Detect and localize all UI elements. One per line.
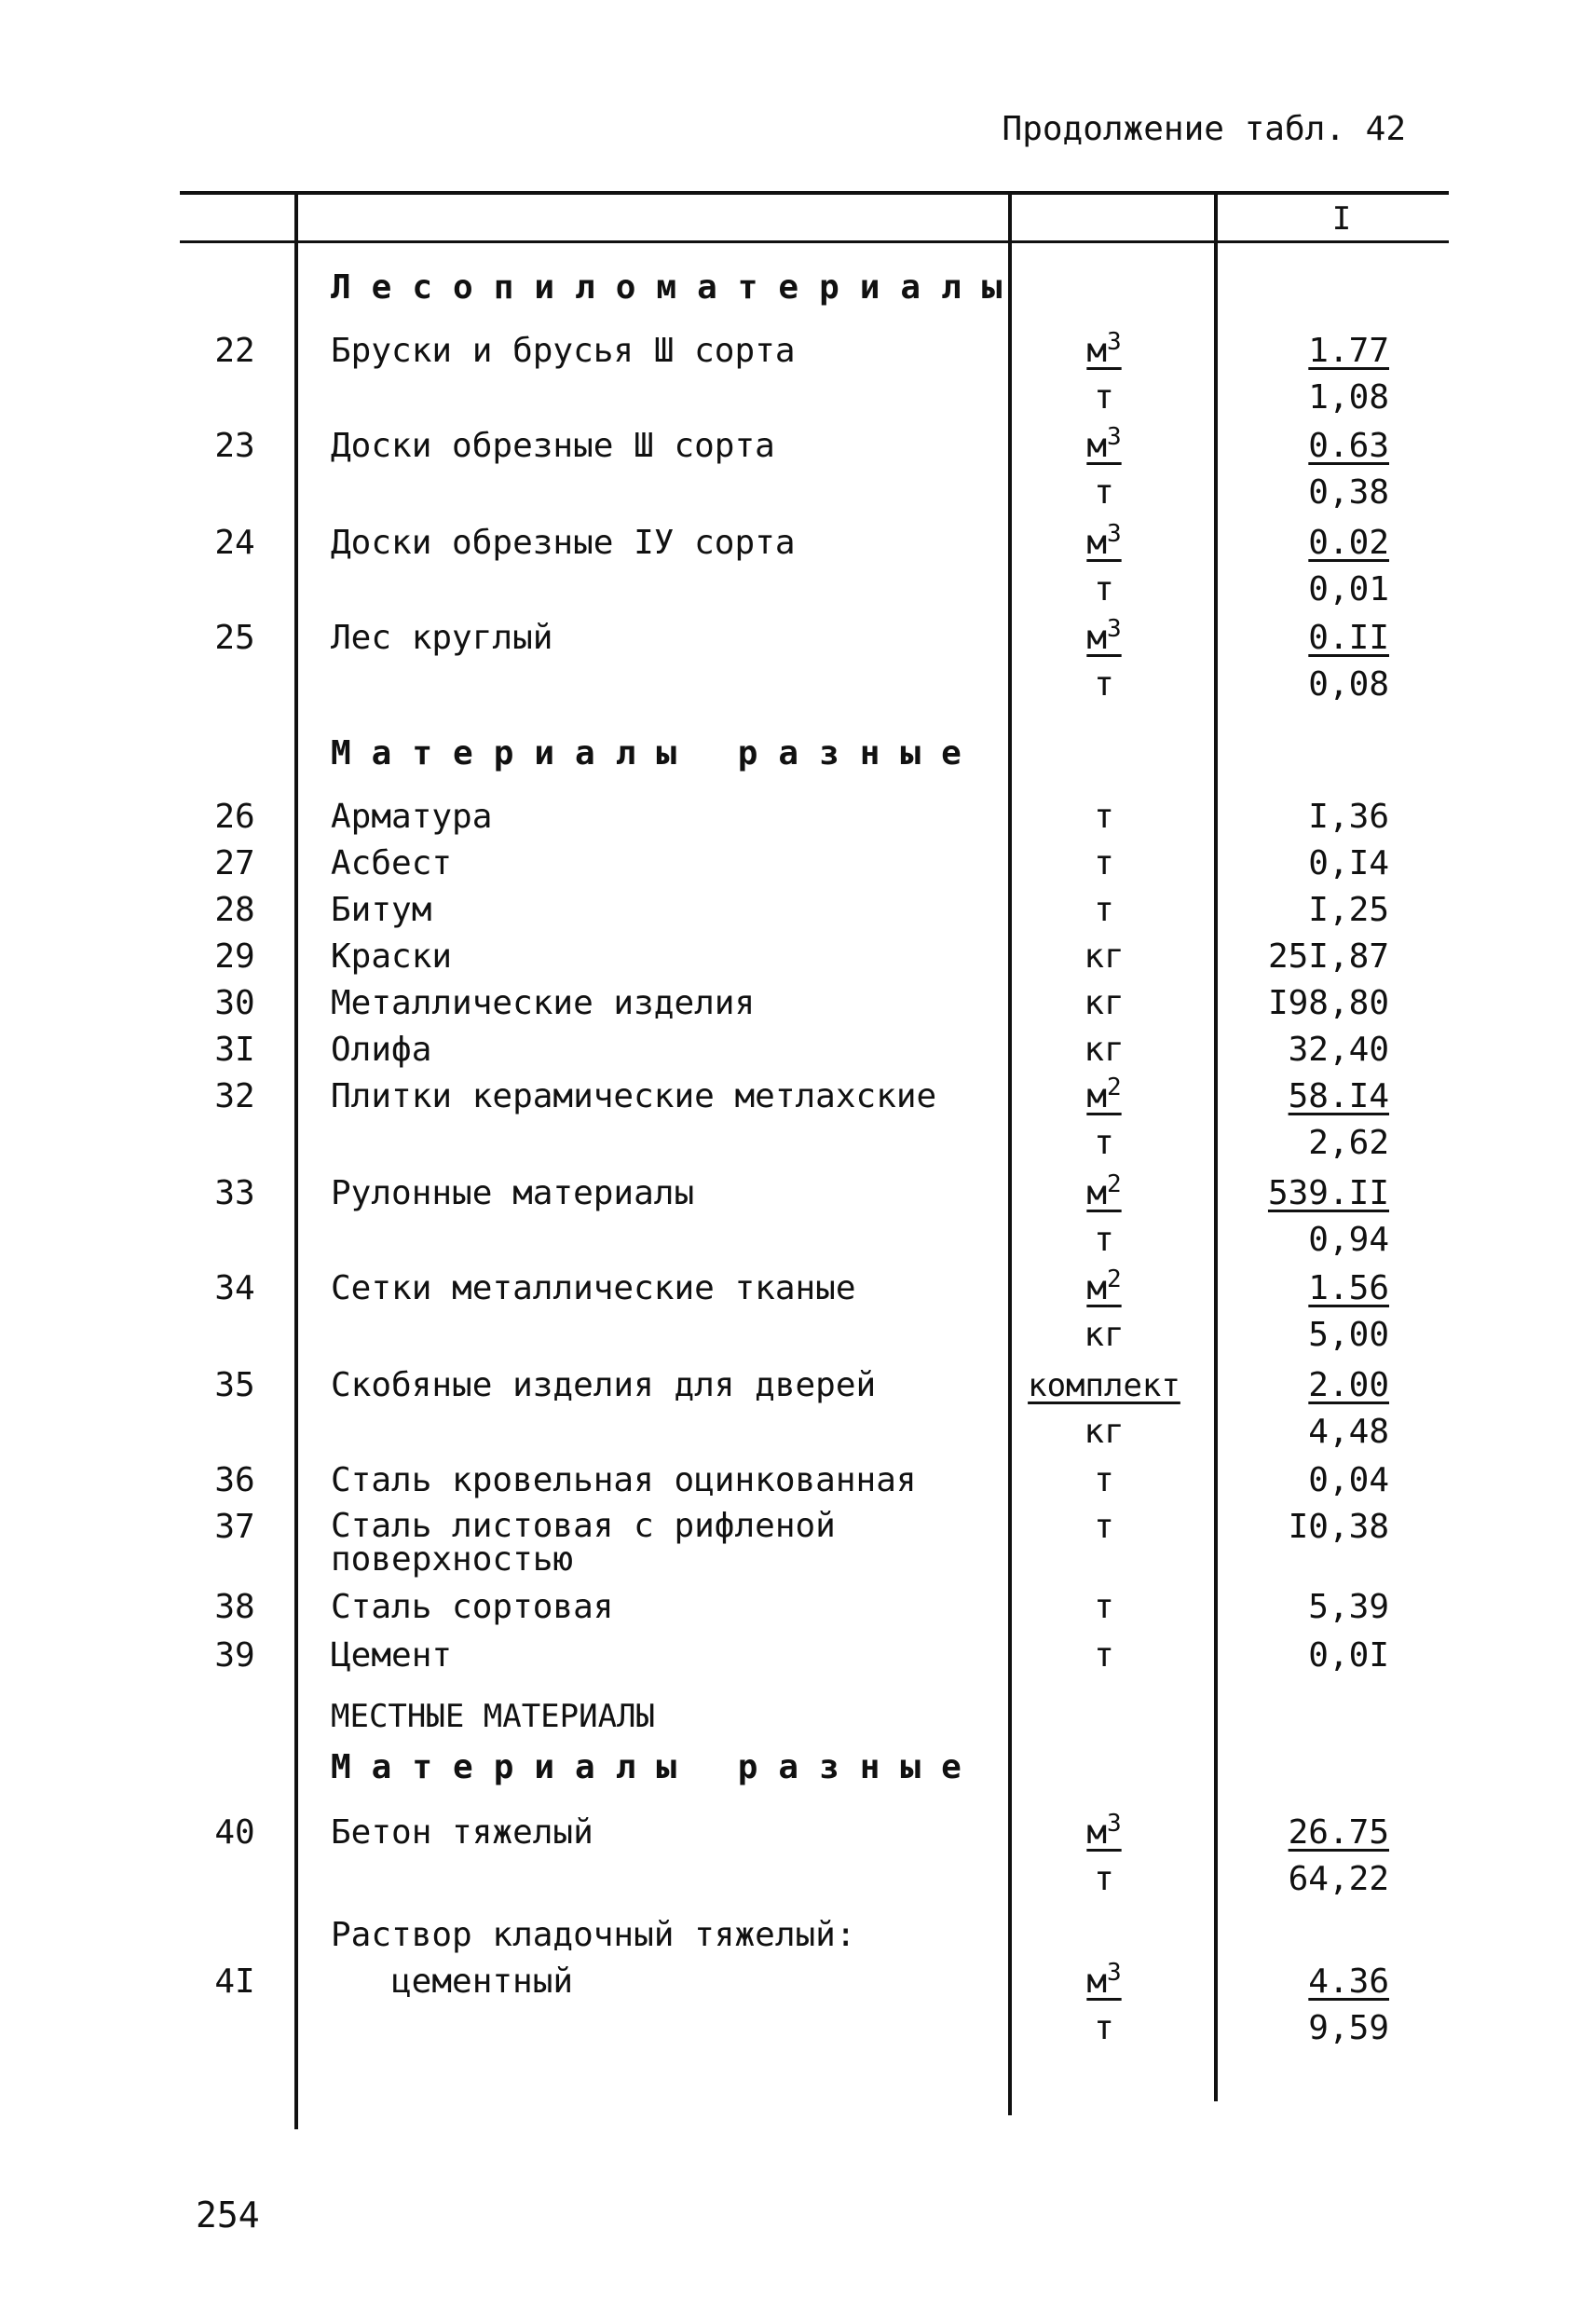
table-row-secondary [0,1409,1596,1456]
table-continuation-caption: Продолжение табл. 42 [1002,110,1406,148]
row-value-primary: 0.II [1308,619,1389,657]
table-row [0,1265,1596,1312]
column-header-1: I [1331,200,1352,238]
table-row-secondary [0,2005,1596,2052]
table-row [0,1584,1596,1631]
row-unit-secondary: кг [1084,1413,1125,1451]
page-number: 254 [196,2195,260,2236]
row-value-primary: 0.63 [1308,427,1389,465]
table-row [0,1073,1596,1120]
row-value-secondary: 64,22 [1288,1860,1389,1898]
row-number: 22 [214,332,255,370]
row-unit-primary: $м^3$ [1086,328,1122,370]
row-value-secondary: 0,94 [1308,1221,1389,1259]
row-value-secondary: 5,00 [1308,1316,1389,1354]
table-row [0,1959,1596,2005]
row-unit: кг [1084,1031,1125,1069]
row-name: Асбест [331,844,453,882]
row-number: 32 [214,1077,255,1115]
row-name: Краски [331,937,453,976]
table-row [0,1457,1596,1504]
row-unit-secondary: т [1094,570,1114,609]
table-row-secondary [0,470,1596,516]
row-value-secondary: 1,08 [1308,378,1389,417]
table-row [0,1633,1596,1679]
row-name: Доски обрезные IУ сорта [331,524,796,562]
row-unit-secondary: т [1094,473,1114,512]
row-name: Доски обрезные Ш сорта [331,427,775,465]
table-row [0,1027,1596,1073]
row-unit-secondary: т [1094,1221,1114,1259]
table-row-secondary [0,567,1596,613]
table-row [0,1504,1596,1579]
row-value-primary: 2.00 [1308,1366,1389,1404]
row-value-secondary: 0,01 [1308,570,1389,609]
row-value-secondary: 9,59 [1308,2009,1389,2047]
row-value-secondary: 0,38 [1308,473,1389,512]
row-value-secondary: 0,08 [1308,665,1389,704]
row-unit: т [1094,844,1114,882]
row-name: Сетки металлические тканые [331,1269,856,1307]
row-name: Цемент [331,1636,453,1675]
row-value: 25I,87 [1267,937,1389,976]
row-number: 4I [214,1962,255,2001]
row-unit-primary: $м^3$ [1086,615,1122,657]
row-unit: т [1094,1636,1114,1675]
row-unit: кг [1084,984,1125,1022]
row-number: 39 [214,1636,255,1675]
row-name: Битум [331,891,432,929]
table-row [0,1362,1596,1409]
row-unit-primary: $м^3$ [1086,1959,1122,2001]
row-value-primary: 539.II [1267,1174,1389,1212]
table-row [0,328,1596,375]
row-unit-primary: $м^2$ [1086,1073,1122,1115]
group-heading-masonry-mortar: Раствор кладочный тяжелый: [331,1916,856,1954]
section-heading-misc-materials: Материалы разные [331,734,982,773]
section-heading-local-materials: МЕСТНЫЕ МАТЕРИАЛЫ [331,1698,655,1735]
table-row [0,841,1596,887]
row-unit: т [1094,891,1114,929]
row-unit-secondary: кг [1084,1316,1125,1354]
table-row-secondary [0,662,1596,708]
row-unit-secondary: т [1094,1860,1114,1898]
row-unit-primary: комплект [1028,1367,1180,1404]
row-value-primary: 4.36 [1308,1962,1389,2001]
row-name: Олифа [331,1031,432,1069]
row-unit: т [1094,1588,1114,1626]
row-name: Сталь листовая с рифленой поверхностью [331,1507,836,1579]
row-name: Бруски и брусья Ш сорта [331,332,796,370]
table-row-secondary [0,375,1596,421]
row-value: 0,0I [1308,1636,1389,1675]
row-value-primary: 0.02 [1308,524,1389,562]
row-unit-primary: $м^2$ [1086,1170,1122,1212]
row-value-primary: 58.I4 [1288,1077,1389,1115]
row-number: 35 [214,1366,255,1404]
row-unit-primary: $м^3$ [1086,423,1122,465]
row-unit-secondary: т [1094,1124,1114,1162]
table-header-rule [180,240,1449,243]
table-row [0,615,1596,662]
row-name: Сталь кровельная оцинкованная [331,1461,917,1499]
row-number: 37 [214,1508,255,1546]
row-unit-primary: $м^3$ [1086,520,1122,562]
row-number: 38 [214,1588,255,1626]
row-name: Бетон тяжелый [331,1813,593,1852]
row-unit-secondary: т [1094,378,1114,417]
row-number: 23 [214,427,255,465]
row-unit: кг [1084,937,1125,976]
table-row-secondary [0,1120,1596,1167]
row-number: 3I [214,1031,255,1069]
row-name: Скобяные изделия для дверей [331,1366,877,1404]
row-number: 29 [214,937,255,976]
table-row [0,1170,1596,1217]
table-row [0,934,1596,980]
row-number: 30 [214,984,255,1022]
row-value: I,36 [1308,798,1389,836]
section-heading-lumber: Лесопиломатериалы [331,268,1023,307]
row-value: I,25 [1308,891,1389,929]
row-value-primary: 1.56 [1308,1269,1389,1307]
row-value: 0,I4 [1308,844,1389,882]
row-name: цементный [391,1962,574,2001]
table-row [0,520,1596,567]
row-unit-secondary: т [1094,2009,1114,2047]
row-number: 40 [214,1813,255,1852]
row-unit: т [1094,1461,1114,1499]
row-value: 5,39 [1308,1588,1389,1626]
row-number: 26 [214,798,255,836]
row-unit-secondary: т [1094,665,1114,704]
table-row [0,887,1596,934]
row-name: Плитки керамические метлахские [331,1077,937,1115]
row-number: 25 [214,619,255,657]
row-number: 28 [214,891,255,929]
row-value: 32,40 [1288,1031,1389,1069]
table-top-rule [180,191,1449,195]
table-row-secondary [0,1856,1596,1903]
row-name: Металлические изделия [331,984,756,1022]
row-name: Арматура [331,798,493,836]
row-name: Рулонные материалы [331,1174,695,1212]
row-value-secondary: 2,62 [1308,1124,1389,1162]
row-value: I0,38 [1288,1508,1389,1546]
row-value: I98,80 [1267,984,1389,1022]
table-row [0,794,1596,841]
row-unit: т [1094,798,1114,836]
row-number: 36 [214,1461,255,1499]
row-value-secondary: 4,48 [1308,1413,1389,1451]
row-value-primary: 26.75 [1288,1813,1389,1852]
table-row-secondary [0,1217,1596,1264]
row-name: Лес круглый [331,619,553,657]
table-row-secondary [0,1312,1596,1359]
section-heading-misc-materials-local: Материалы разные [331,1748,982,1786]
row-number: 33 [214,1174,255,1212]
row-number: 34 [214,1269,255,1307]
row-value: 0,04 [1308,1461,1389,1499]
row-unit: т [1094,1508,1114,1546]
row-number: 24 [214,524,255,562]
table-row [0,980,1596,1027]
row-name: Сталь сортовая [331,1588,614,1626]
table-row [0,1810,1596,1856]
table-row [0,423,1596,470]
row-value-primary: 1.77 [1308,332,1389,370]
row-unit-primary: $м^2$ [1086,1265,1122,1307]
row-number: 27 [214,844,255,882]
row-unit-primary: $м^3$ [1086,1810,1122,1852]
